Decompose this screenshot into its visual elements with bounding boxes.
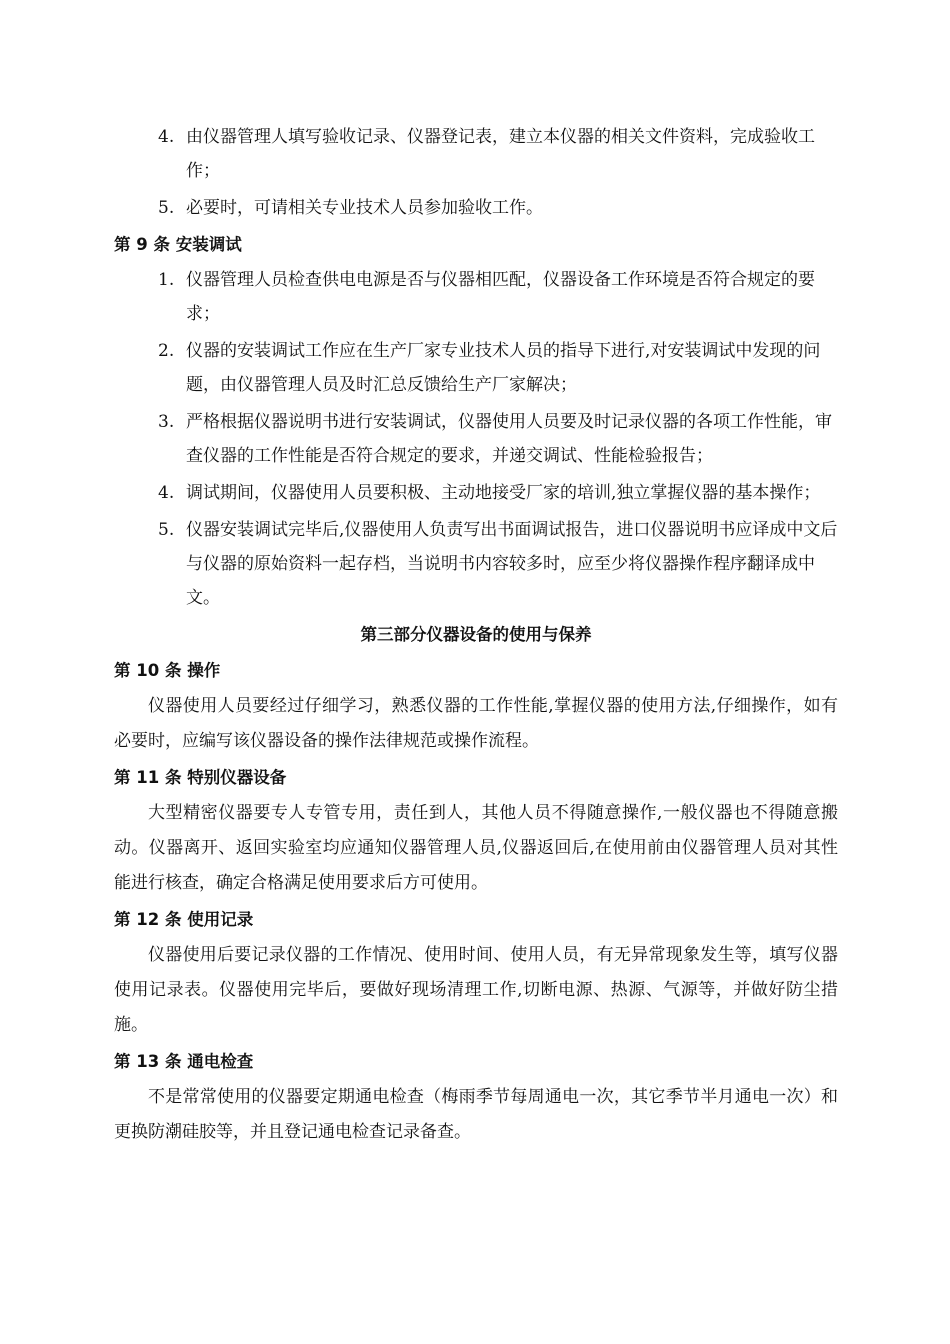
list-text: 调试期间，仪器使用人员要积极、主动地接受厂家的培训,独立掌握仪器的基本操作； bbox=[186, 483, 821, 503]
section-8-list bbox=[114, 120, 838, 225]
list-item bbox=[114, 405, 838, 473]
list-number: 4. bbox=[158, 483, 175, 503]
list-item bbox=[114, 263, 838, 331]
list-number: 3. bbox=[158, 412, 175, 432]
list-number: 2. bbox=[158, 341, 175, 361]
section-11-heading: 第 11 条 特别仪器设备 bbox=[114, 768, 287, 787]
list-item bbox=[114, 513, 838, 615]
section-9-heading: 第 9 条 安装调试 bbox=[114, 235, 242, 254]
list-text: 仪器安装调试完毕后,仪器使用人负责写出书面调试报告，进口仪器说明书应译成中文后与仪器的原始资料一起存档，当说明书内容较多时，应至少将仪器操作程序翻译成中文。 bbox=[186, 520, 838, 608]
list-number: 5. bbox=[158, 520, 175, 540]
list-text: 必要时，可请相关专业技术人员参加验收工作。 bbox=[186, 198, 543, 218]
section-13-heading: 第 13 条 通电检查 bbox=[114, 1052, 254, 1071]
list-item bbox=[114, 120, 838, 188]
section-12-heading: 第 12 条 使用记录 bbox=[114, 910, 254, 929]
list-item bbox=[114, 191, 838, 225]
section-10-heading: 第 10 条 操作 bbox=[114, 661, 221, 680]
list-number: 5. bbox=[158, 198, 175, 218]
list-item bbox=[114, 334, 838, 402]
section-13-paragraph: 不是常常使用的仪器要定期通电检查（梅雨季节每周通电一次，其它季节半月通电一次）和更换防潮硅胶等，并且登记通电检查记录备查。 bbox=[114, 1087, 838, 1142]
list-number: 4. bbox=[158, 127, 175, 147]
section-11-paragraph: 大型精密仪器要专人专管专用，责任到人，其他人员不得随意操作,一般仪器也不得随意搬动。仪器离开、返回实验室均应通知仪器管理人员,仪器返回后,在使用前由仪器管理人员对其性能进行核查，确定合格满足使用要求后方可使用。 bbox=[114, 803, 838, 893]
list-text: 仪器的安装调试工作应在生产厂家专业技术人员的指导下进行,对安装调试中发现的问题，由仪器管理人员及时汇总反馈给生产厂家解决； bbox=[186, 341, 821, 395]
list-text: 由仪器管理人填写验收记录、仪器登记表，建立本仪器的相关文件资料，完成验收工作； bbox=[186, 127, 815, 181]
section-9-list bbox=[114, 263, 838, 615]
list-number: 1. bbox=[158, 270, 175, 290]
section-12-paragraph: 仪器使用后要记录仪器的工作情况、使用时间、使用人员，有无异常现象发生等，填写仪器使用记录表。仪器使用完毕后，要做好现场清理工作,切断电源、热源、气源等，并做好防尘措施。 bbox=[114, 945, 838, 1035]
list-text: 仪器管理人员检查供电电源是否与仪器相匹配，仪器设备工作环境是否符合规定的要求； bbox=[186, 270, 815, 324]
list-text: 严格根据仪器说明书进行安装调试，仪器使用人员要及时记录仪器的各项工作性能，审查仪器的工作性能是否符合规定的要求，并递交调试、性能检验报告； bbox=[186, 412, 832, 466]
section-10-paragraph: 仪器使用人员要经过仔细学习，熟悉仪器的工作性能,掌握仪器的使用方法,仔细操作，如有必要时，应编写该仪器设备的操作法律规范或操作流程。 bbox=[114, 696, 838, 751]
part-3-title: 第三部分仪器设备的使用与保养 bbox=[360, 625, 592, 644]
list-item bbox=[114, 476, 838, 510]
